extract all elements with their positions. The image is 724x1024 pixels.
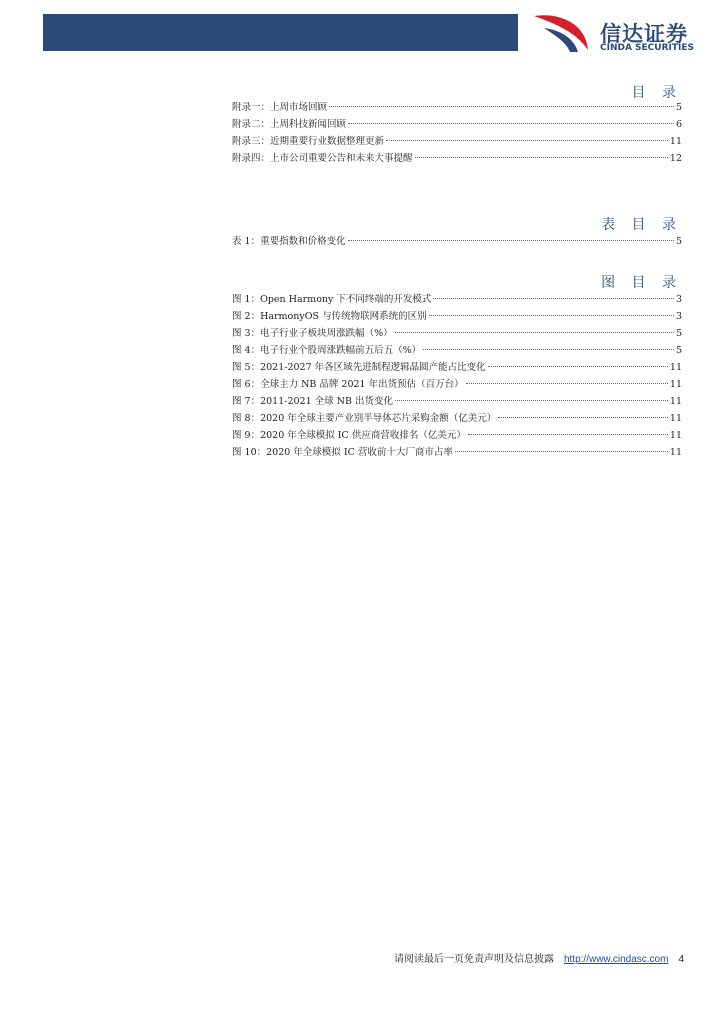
leader-dots bbox=[348, 123, 674, 124]
leader-dots bbox=[423, 349, 674, 350]
leader-dots bbox=[488, 366, 668, 367]
footer-disclaimer: 请阅读最后一页免责声明及信息披露 bbox=[393, 954, 554, 965]
toc-entry-label: 图 8：2020 年全球主要产业别半导体芯片采购金额（亿美元） bbox=[232, 413, 497, 424]
toc-entry[interactable] bbox=[232, 325, 682, 342]
toc-entry-page: 11 bbox=[669, 396, 682, 407]
toc-entry-label: 附录二：上周科技新闻回顾 bbox=[232, 119, 347, 130]
toc-entry-page: 11 bbox=[669, 413, 682, 424]
toc-entry-page: 11 bbox=[669, 136, 682, 147]
toc-entry-label: 图 6：全球主力 NB 品牌 2021 年出货预估（百万台） bbox=[232, 379, 464, 390]
leader-dots bbox=[433, 298, 674, 299]
toc-entry-label: 图 1：Open Harmony 下不同终端的开发模式 bbox=[232, 294, 432, 305]
toc-entry[interactable] bbox=[232, 99, 682, 116]
toc-entry-page: 5 bbox=[675, 345, 682, 356]
toc-entry-page: 5 bbox=[675, 328, 682, 339]
toc-tables-list bbox=[232, 233, 682, 250]
toc-entry[interactable] bbox=[232, 133, 682, 150]
leader-dots bbox=[468, 434, 668, 435]
toc-figures-title: 图 目 录 bbox=[601, 275, 682, 291]
leader-dots bbox=[395, 400, 668, 401]
leader-dots bbox=[455, 451, 668, 452]
toc-entry-label: 图 10：2020 年全球模拟 IC 营收前十大厂商市占率 bbox=[232, 447, 453, 458]
leader-dots bbox=[395, 332, 674, 333]
leader-dots bbox=[386, 140, 668, 141]
toc-entry[interactable] bbox=[232, 291, 682, 308]
toc-entry[interactable] bbox=[232, 427, 682, 444]
logo-emblem-icon bbox=[530, 10, 592, 56]
toc-entry-page: 11 bbox=[669, 430, 682, 441]
header-bar bbox=[43, 14, 518, 51]
toc-entry[interactable] bbox=[232, 150, 682, 167]
toc-entry-label: 附录三：近期重要行业数据整理更新 bbox=[232, 136, 385, 147]
toc-entry[interactable] bbox=[232, 342, 682, 359]
toc-tables-title: 表 目 录 bbox=[601, 217, 682, 233]
toc-entry-page: 5 bbox=[675, 236, 682, 247]
toc-entry-page: 3 bbox=[675, 294, 682, 305]
footer-website-link[interactable]: http://www.cindasc.com bbox=[563, 954, 669, 965]
toc-entry[interactable] bbox=[232, 410, 682, 427]
toc-entry[interactable] bbox=[232, 444, 682, 461]
toc-entry-page: 11 bbox=[669, 379, 682, 390]
toc-entry-page: 11 bbox=[669, 447, 682, 458]
toc-entry-label: 图 7：2011-2021 全球 NB 出货变化 bbox=[232, 396, 393, 407]
toc-main-title: 目 录 bbox=[631, 85, 682, 101]
toc-entry-label: 图 2：HarmonyOS 与传统物联网系统的区别 bbox=[232, 311, 427, 322]
toc-entry[interactable] bbox=[232, 233, 682, 250]
toc-entry-page: 3 bbox=[675, 311, 682, 322]
toc-entry[interactable] bbox=[232, 376, 682, 393]
page-number: 4 bbox=[678, 954, 684, 965]
toc-entry-label: 图 4：电子行业个股周涨跌幅前五后五（%） bbox=[232, 345, 422, 356]
leader-dots bbox=[348, 240, 674, 241]
toc-entry-label: 附录一：上周市场回顾 bbox=[232, 102, 328, 113]
toc-entry[interactable] bbox=[232, 116, 682, 133]
toc-entry-page: 11 bbox=[669, 362, 682, 373]
toc-entry-page: 5 bbox=[675, 102, 682, 113]
leader-dots bbox=[415, 157, 668, 158]
company-logo bbox=[530, 10, 710, 60]
leader-dots bbox=[498, 417, 668, 418]
leader-dots bbox=[329, 106, 674, 107]
toc-entry-label: 图 3：电子行业子板块周涨跌幅（%） bbox=[232, 328, 393, 339]
toc-entry-page: 6 bbox=[675, 119, 682, 130]
toc-entry[interactable] bbox=[232, 393, 682, 410]
toc-entry-label: 图 9：2020 年全球模拟 IC 供应商营收排名（亿美元） bbox=[232, 430, 466, 441]
toc-entry-label: 表 1：重要指数和价格变化 bbox=[232, 236, 346, 247]
leader-dots bbox=[466, 383, 668, 384]
toc-entry-label: 图 5：2021-2027 年各区域先进制程逻辑晶圆产能占比变化 bbox=[232, 362, 486, 373]
toc-entry-label: 附录四：上市公司重要公告和未来大事提醒 bbox=[232, 153, 413, 164]
logo-english-name: CINDA SECURITIES bbox=[600, 43, 694, 53]
logo-chinese-name: 信达证券 bbox=[600, 22, 688, 46]
toc-figures-list bbox=[232, 291, 682, 461]
page-footer bbox=[394, 950, 684, 965]
toc-entry[interactable] bbox=[232, 359, 682, 376]
toc-main-list bbox=[232, 99, 682, 167]
toc-entry[interactable] bbox=[232, 308, 682, 325]
toc-entry-page: 12 bbox=[669, 153, 682, 164]
leader-dots bbox=[429, 315, 674, 316]
